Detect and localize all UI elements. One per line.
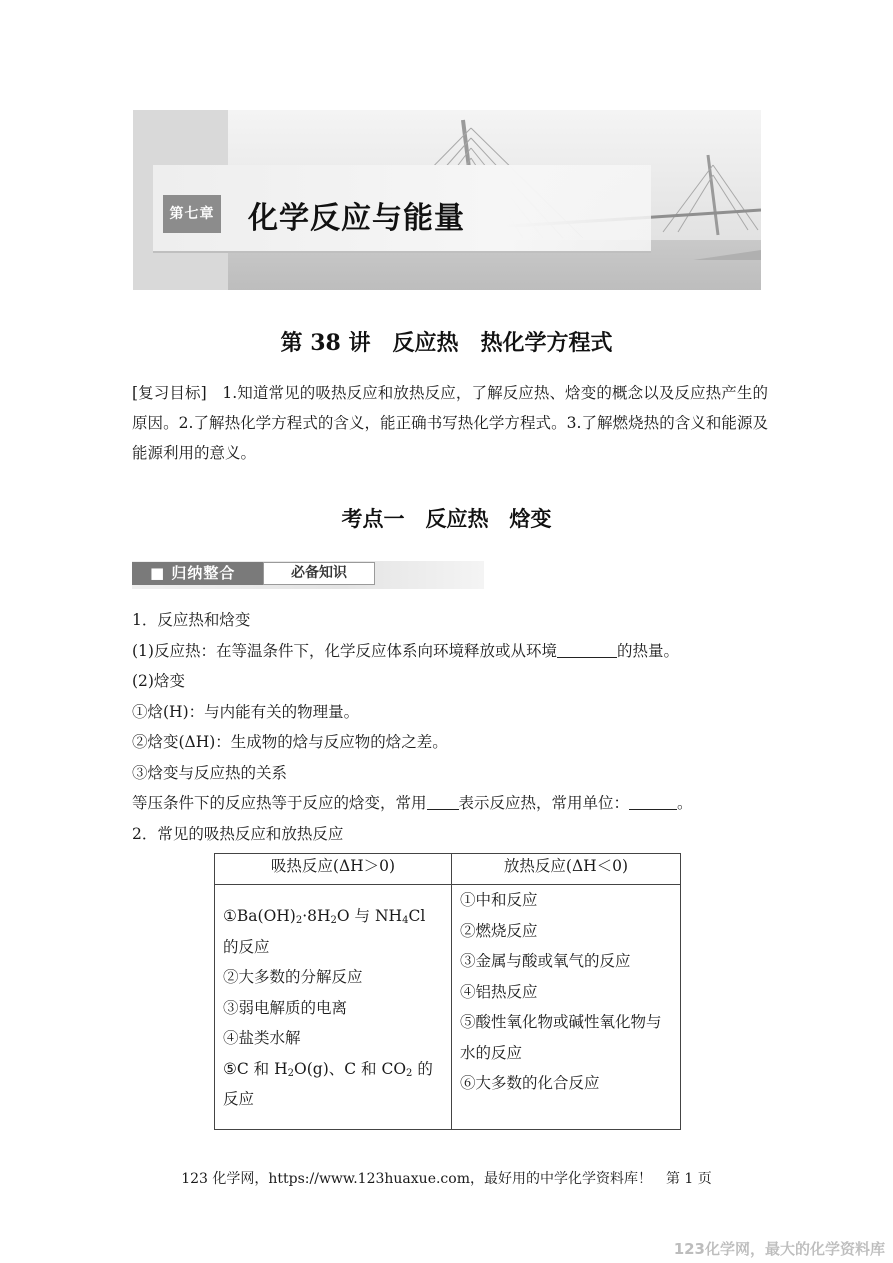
definition-enthalpy: ①焓(H)：与内能有关的物理量。 bbox=[132, 702, 360, 721]
heading-relation: ③焓变与反应热的关系 bbox=[132, 763, 288, 782]
site-watermark: 123化学网，最大的化学资料库 bbox=[673, 1240, 885, 1258]
exothermic-item: ⑥大多数的化合反应 bbox=[460, 1074, 600, 1092]
endothermic-item: ⑤C 和 $H_2O(g)$、C 和 $CO_2$ 的反应 bbox=[223, 1059, 433, 1108]
exothermic-item: ④铝热反应 bbox=[460, 982, 538, 1001]
lecture-title: 第 38 讲 反应热 热化学方程式 bbox=[280, 330, 613, 356]
exothermic-item: ①中和反应 bbox=[460, 891, 538, 909]
page-footer: 123 化学网，https://www.123huaxue.com，最好用的中学化学资料库！ 第 1 页 bbox=[181, 1171, 712, 1187]
endothermic-list bbox=[215, 885, 452, 1130]
chapter-badge: 第七章 bbox=[163, 195, 221, 233]
reaction-table bbox=[214, 853, 681, 1130]
fill-blank bbox=[427, 791, 459, 810]
relation-statement: 等压条件下的反应热等于反应的焓变，常用 表示反应热，常用单位： 。 bbox=[132, 788, 772, 819]
section-title: 考点一 反应热 焓变 bbox=[341, 506, 552, 531]
heading-common-reactions: 2．常见的吸热反应和放热反应 bbox=[132, 824, 344, 843]
exothermic-item: ②燃烧反应 bbox=[460, 921, 538, 940]
endothermic-item: ④盐类水解 bbox=[223, 1029, 301, 1047]
section-header-bar bbox=[132, 561, 484, 589]
definition-enthalpy-change: ②焓变(ΔH)：生成物的焓与反应物的焓之差。 bbox=[132, 733, 448, 751]
header-endothermic: 吸热反应(ΔH＞0) bbox=[215, 854, 452, 885]
review-objectives: [复习目标] 1.知道常见的吸热反应和放热反应，了解反应热、焓变的概念以及反应热产生的原因。2.了解热化学方程式的含义，能正确书写热化学方程式。3.了解燃烧热的含义和能源及能源利用的意义。 bbox=[132, 384, 768, 462]
endothermic-item: $①Ba(OH)_2\cdot 8H_2O$ 与 $NH_4Cl$ 的反应 bbox=[223, 907, 426, 956]
heading-reaction-heat: 1．反应热和焓变 bbox=[132, 611, 251, 629]
fill-blank bbox=[557, 639, 617, 658]
knowledge-tag: 必备知识 bbox=[263, 562, 375, 585]
chapter-title: 化学反应与能量 bbox=[248, 201, 465, 236]
heading-enthalpy-change: (2)焓变 bbox=[132, 672, 185, 690]
header-exothermic: 放热反应(ΔH＜0) bbox=[452, 854, 681, 885]
exothermic-item: ⑤酸性氧化物或碱性氧化物与水的反应 bbox=[460, 1013, 662, 1062]
fill-blank bbox=[629, 791, 677, 810]
body-text bbox=[132, 605, 772, 849]
endothermic-item: ②大多数的分解反应 bbox=[223, 968, 363, 986]
definition-reaction-heat: (1)反应热：在等温条件下，化学反应体系向环境释放或从环境 的热量。 bbox=[132, 636, 772, 667]
endothermic-item: ③弱电解质的电离 bbox=[223, 998, 348, 1017]
summary-tag: ■ 归纳整合 bbox=[132, 562, 263, 585]
exothermic-item: ③金属与酸或氧气的反应 bbox=[460, 952, 631, 970]
exothermic-list bbox=[452, 885, 681, 1130]
